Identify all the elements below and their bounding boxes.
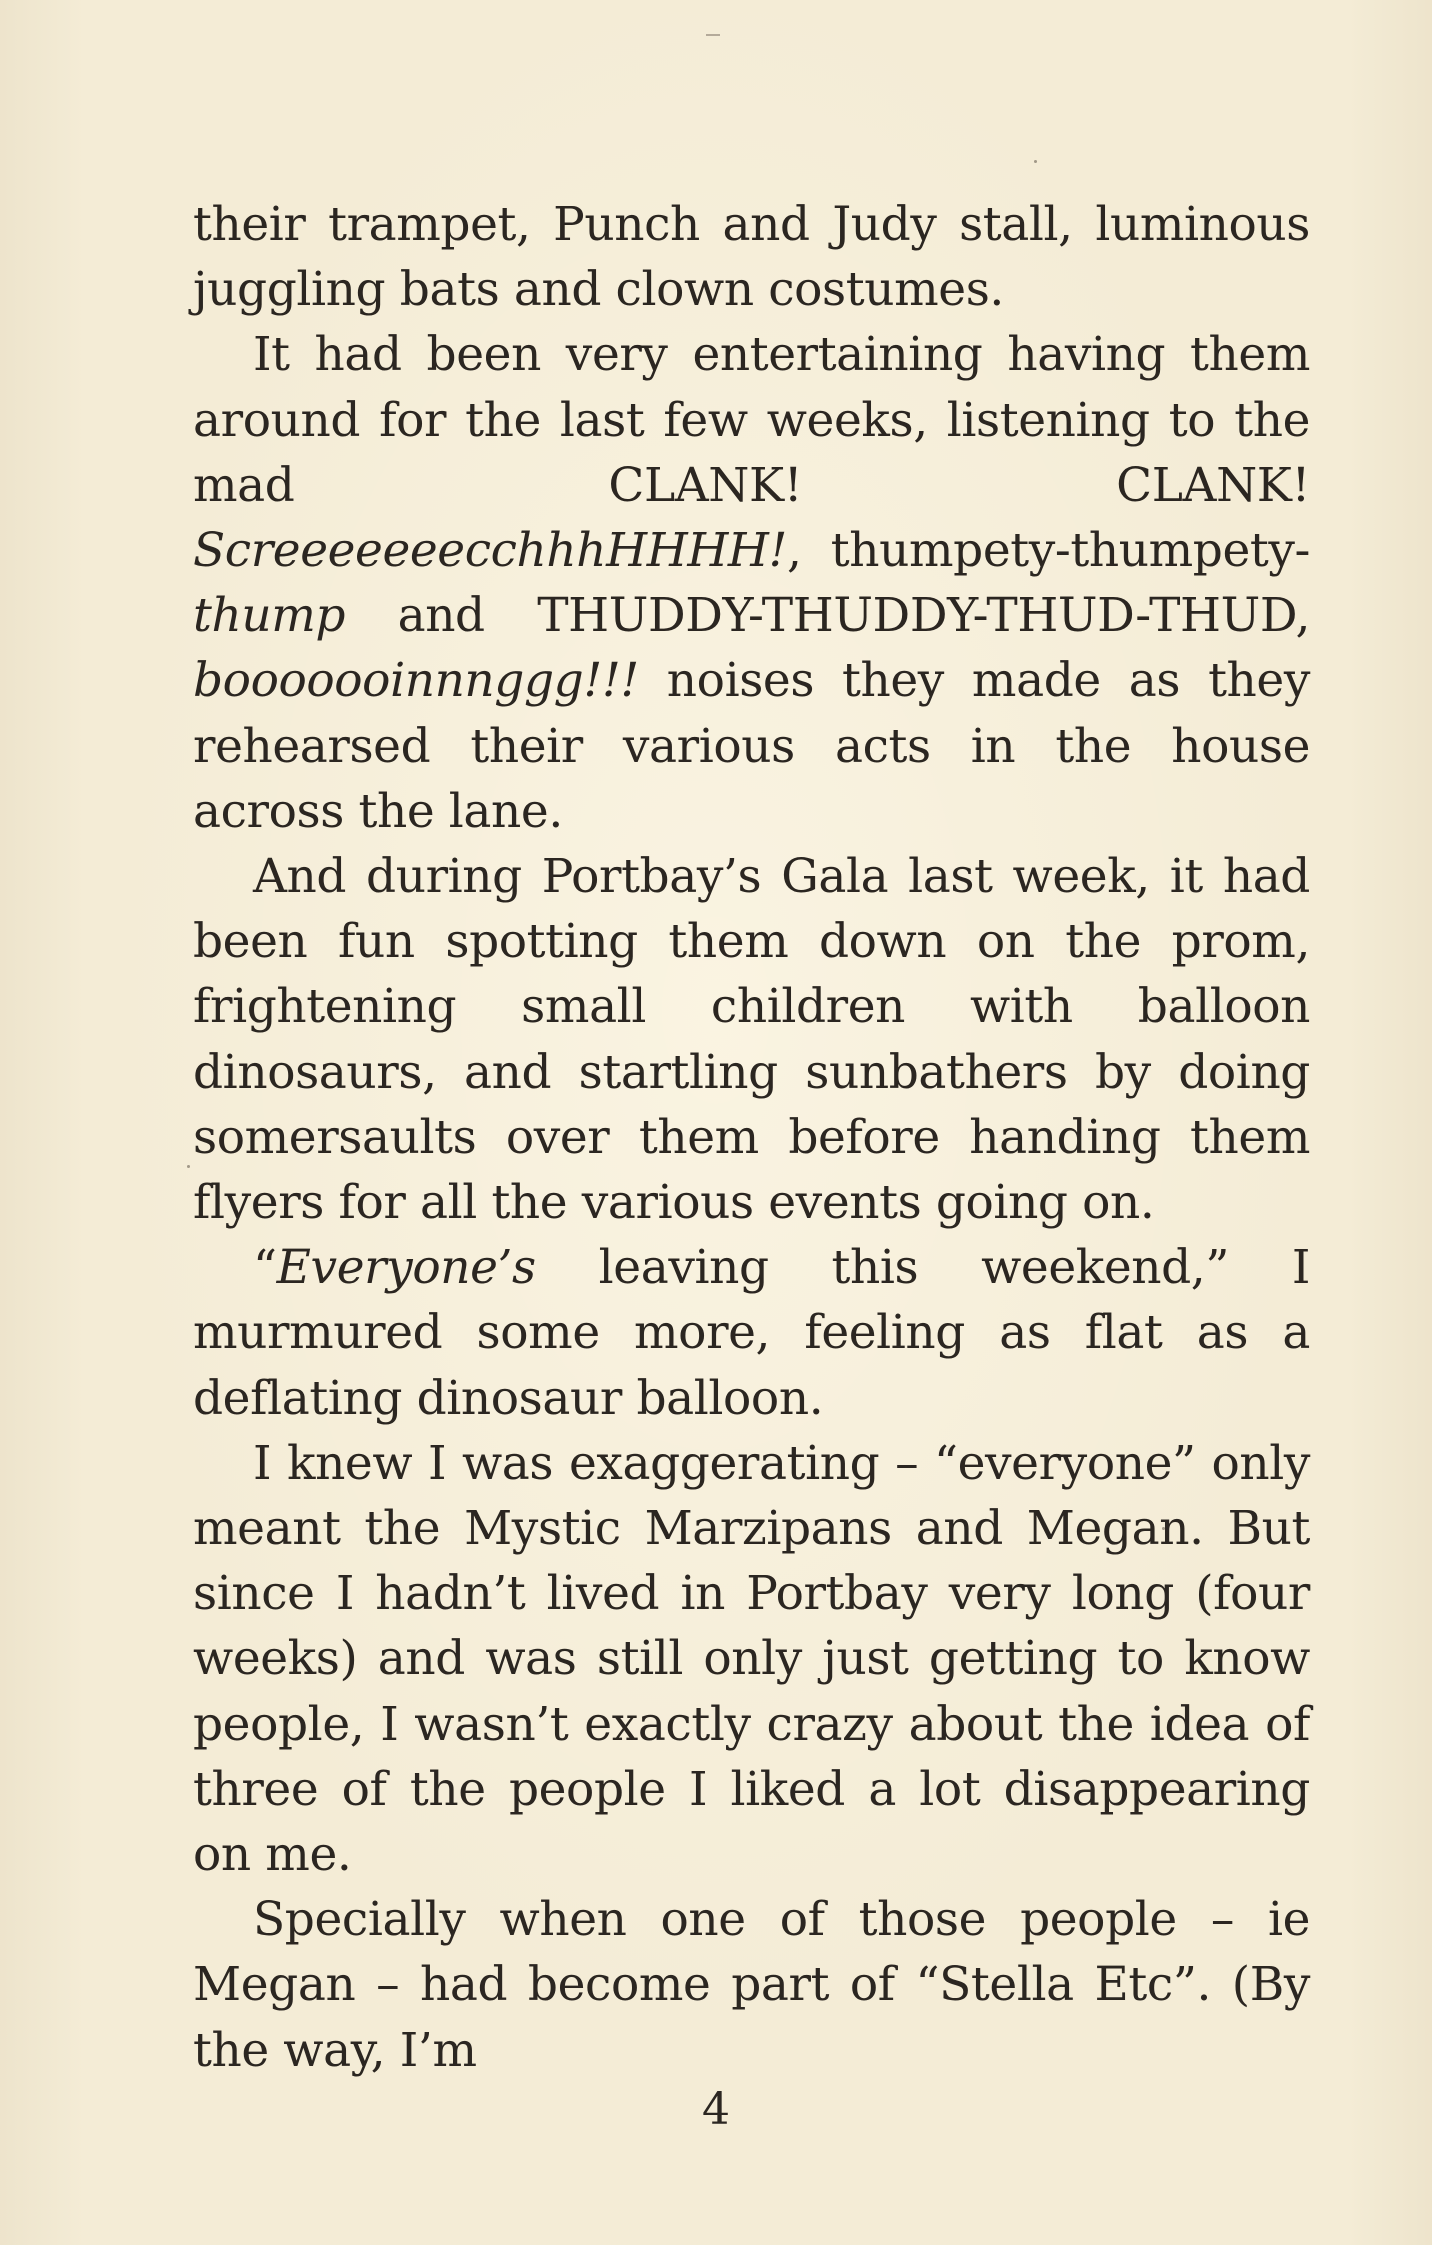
text-run: Specially when one of those people – ie Megan – had become part of “Stella Etc”. (By the way, I’m xyxy=(193,1892,1310,2078)
paragraph xyxy=(193,192,1310,322)
text-run: , thumpety-thumpety- xyxy=(786,523,1310,579)
italic-text: booooooinnnggg!!! xyxy=(193,653,639,709)
text-run: It had been very entertaining having them around for the last few weeks, listening to the mad CLANK! CLANK! xyxy=(193,327,1310,513)
text-run: noises they made as they rehearsed their various acts in the house across the lane. xyxy=(193,653,1310,839)
paper-speck xyxy=(187,1165,190,1168)
page-mark xyxy=(706,34,720,36)
italic-text: Everyone’s xyxy=(276,1240,536,1296)
paragraph xyxy=(193,1887,1310,2083)
text-run: I knew I was exaggerating – “everyone” only meant the Mystic Marzipans and Megan. But since I hadn’t lived in Portbay very long (four weeks) and was still only just getting to know people, I wasn’t exactly crazy about the idea of three of the people I liked a lot disappearing on me. xyxy=(193,1435,1310,1883)
page-number: 4 xyxy=(702,2084,730,2135)
text-run: leaving this weekend,” I murmured some more, feeling as flat as a deflating dinosaur balloon. xyxy=(193,1240,1310,1426)
paragraph xyxy=(193,1235,1310,1431)
text-run: “ xyxy=(253,1240,277,1296)
text-run: and THUDDY-THUDDY-THUD-THUD, xyxy=(345,588,1310,644)
body-text xyxy=(193,192,1310,2083)
paragraph xyxy=(193,844,1310,1235)
text-run: their trampet, Punch and Judy stall, luminous juggling bats and clown costumes. xyxy=(193,197,1310,318)
italic-text: ScreeeeeeecchhhHHHH! xyxy=(193,523,787,579)
paragraph xyxy=(193,1431,1310,1887)
paragraph xyxy=(193,322,1310,844)
text-run: And during Portbay’s Gala last week, it had been fun spotting them down on the prom, frightening small children with balloon dinosaurs, and startling sunbathers by doing somersaults over them before handing them flyers for all the various events going on. xyxy=(193,849,1310,1231)
paper-speck xyxy=(1034,160,1037,163)
italic-text: thump xyxy=(193,588,346,644)
